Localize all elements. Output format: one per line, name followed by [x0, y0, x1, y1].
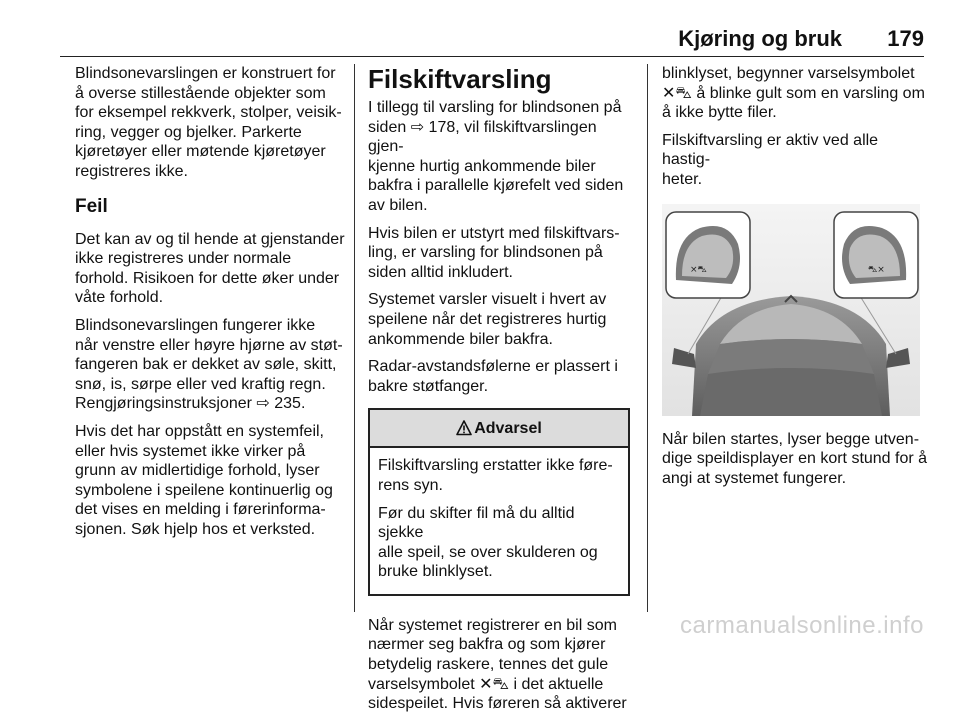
paragraph: Når systemet registrerer en bil som nærmer seg bakfra og som kjører betydelig raskere, tennes det gule varselsymbolet ✕⛍ i det aktuelle sidespeilet. Hvis føreren så aktiverer: [368, 616, 627, 713]
svg-text:⛍×: ⛍×: [868, 264, 885, 275]
paragraph: Radar-avstandsfølerne er plassert i bakre støtfanger.: [368, 358, 618, 395]
warning-title: Advarsel: [474, 419, 542, 437]
column-left: [75, 64, 347, 547]
warning-text: Før du skifter fil må du alltid sjekke alle speil, se over skulderen og bruke blinklyset.: [378, 504, 598, 581]
watermark: carmanualsonline.info: [680, 612, 924, 639]
section-title: Filskiftvarsling: [368, 64, 552, 94]
paragraph: Systemet varsler visuelt i hvert av speilene når det registreres hurtig ankommende biler bakfra.: [368, 291, 607, 348]
paragraph: Blindsonevarslingen er konstruert for å overse stillestående objekter som for eksempel rekkverk, stolper, veisik- ring, vegger og bjelker. Parkerte kjøretøyer eller møtende kjøretøyer registreres ikke.: [75, 65, 342, 180]
paragraph: Hvis bilen er utstyrt med filskiftvars- ling, er varsling for blindsonen på siden alltid inkludert.: [368, 224, 620, 281]
car-mirror-illustration: [662, 204, 920, 416]
paragraph: Det kan av og til hende at gjenstander ikke registreres under normale forhold. Risikoen for dette øker under våte forhold.: [75, 230, 345, 307]
page-header: [0, 0, 960, 56]
svg-text:×⛍: ×⛍: [690, 264, 707, 275]
warning-text: Filskiftvarsling erstatter ikke føre- rens syn.: [378, 457, 613, 494]
paragraph: Når bilen startes, lyser begge utven- dige speildisplayer en kort stund for å angi at systemet fungerer.: [662, 430, 928, 487]
column-divider-right: [647, 64, 648, 612]
paragraph: Filskiftvarsling er aktiv ved alle hastig- heter.: [662, 131, 879, 188]
page-number: 179: [887, 26, 924, 51]
warning-box: [368, 408, 630, 596]
subheading-feil: Feil: [75, 195, 108, 217]
warning-header: [370, 410, 628, 448]
column-divider-left: [354, 64, 355, 612]
paragraph: I tillegg til varsling for blindsonen på siden ⇨ 178, vil filskiftvarslingen gjen- kjenne hurtig ankommende biler bakfra i parallelle kjørefelt ved siden av bilen.: [368, 99, 624, 214]
paragraph-cleaning-ref: Blindsonevarslingen fungerer ikke når venstre eller høyre hjørne av støt- fangeren bak er dekket av søle, skitt, snø, is, sørpe eller ved kraftig regn. Rengjøringsinstruksjoner ⇨ 235.: [75, 316, 343, 413]
header-rule: [60, 56, 924, 57]
column-middle: [368, 64, 636, 722]
warning-triangle-icon: [456, 420, 472, 436]
paragraph: blinklyset, begynner varselsymbolet ✕⛍ å blinke gult som en varsling om å ikke bytte filer.: [662, 65, 925, 122]
warning-body: [370, 448, 628, 594]
chapter-title: Kjøring og bruk: [678, 26, 842, 51]
paragraph: Hvis det har oppstått en systemfeil, eller hvis systemet ikke virker på grunn av midlertidige forhold, lyser symbolene i speilene kontinuerlig og det vises en melding i førerinforma- sjonen. Søk hjelp hos et verksted.: [75, 422, 333, 538]
column-right: [662, 64, 930, 496]
